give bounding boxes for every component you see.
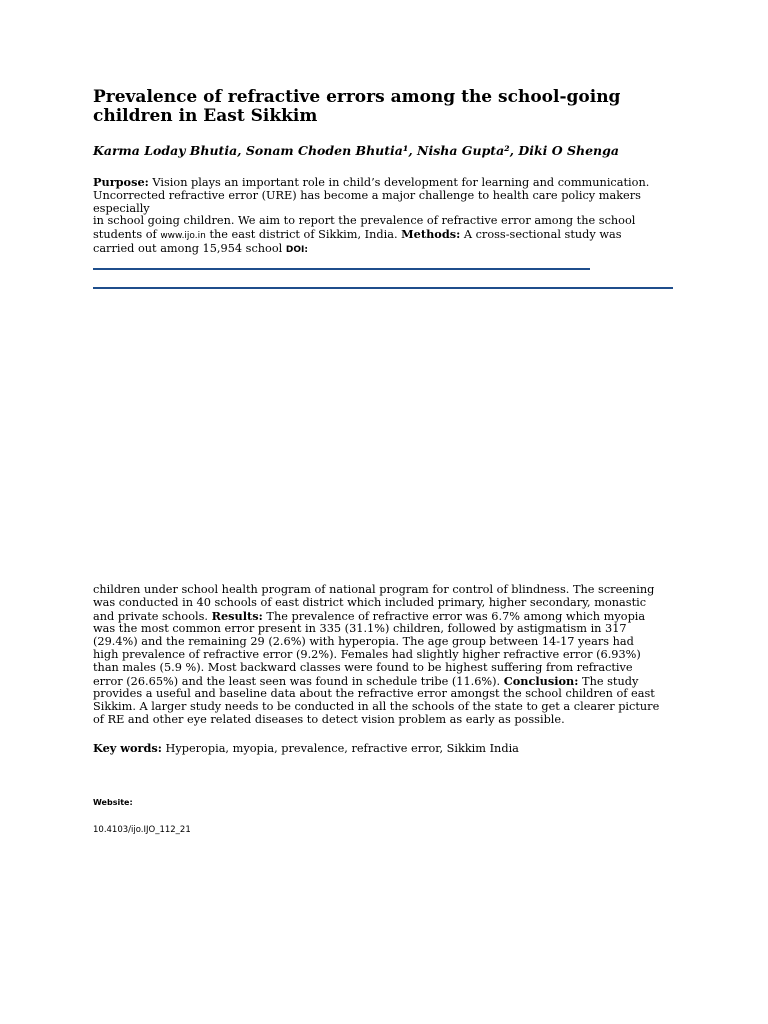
abstract-line: in school going children. We aim to report the prevalence of refractive error among the school xyxy=(93,214,636,228)
doi-value[interactable]: 10.4103/ijo.IJO_112_21 xyxy=(93,825,191,835)
abstract-line: than males (5.9 %). Most backward classes were found to be highest suffering from refractive xyxy=(93,660,633,674)
abstract-line: children under school health program of national program for control of blindness. The screening xyxy=(93,583,655,596)
abstract-text: error (26.65%) and the least seen was found in schedule tribe (11.6%). xyxy=(93,674,504,688)
abstract-line: high prevalence of refractive error (9.2%). Females had slightly higher refractive error (6.93%) xyxy=(93,647,641,661)
abstract-line xyxy=(93,610,678,624)
website-url[interactable]: www.ijo.in xyxy=(160,231,206,242)
abstract-line: especially xyxy=(93,201,150,215)
divider-rule-short xyxy=(93,268,590,270)
abstract-line: was conducted in 40 schools of east district which included primary, higher secondary, monastic xyxy=(93,595,647,609)
abstract-text: students of xyxy=(93,228,161,242)
results-label: Results: xyxy=(211,608,263,623)
abstract-text: Vision plays an important role in child’s development for learning and communication. xyxy=(148,176,650,189)
conclusion-label: Conclusion: xyxy=(503,673,579,688)
purpose-label: Purpose: xyxy=(93,175,149,189)
abstract-text: The study xyxy=(578,674,639,688)
abstract-text: The prevalence of refractive error was 6.7% among which myopia xyxy=(262,609,646,623)
abstract-line: was the most common error present in 335 (31.1%) children, followed by astigmatism in 317 xyxy=(93,622,627,636)
abstract-text: the east district of Sikkim, India. xyxy=(205,228,402,242)
website-label: Website: xyxy=(93,798,133,807)
abstract-line: (29.4%) and the remaining 29 (2.6%) with hyperopia. The age group between 14-17 years had xyxy=(93,635,634,649)
abstract-text: and private schools. xyxy=(93,609,212,623)
keywords-label: Key words: xyxy=(93,741,162,755)
abstract-line: Sikkim. A larger study needs to be conducted in all the schools of the state to get a clearer picture xyxy=(93,700,660,714)
abstract-bottom xyxy=(93,584,678,727)
doi-label-inline: DOI: xyxy=(285,244,308,255)
abstract-top xyxy=(93,176,678,257)
abstract-line xyxy=(93,176,678,190)
keywords-text: Hyperopia, myopia, prevalence, refractive error, Sikkim India xyxy=(161,742,519,755)
methods-label: Methods: xyxy=(401,227,461,242)
abstract-line: of RE and other eye related diseases to detect vision problem as early as possible. xyxy=(93,712,565,726)
abstract-line: provides a useful and baseline data about the refractive error amongst the school children of east xyxy=(93,687,655,701)
abstract-line xyxy=(93,228,678,243)
abstract-line xyxy=(93,243,678,257)
abstract-text: carried out among 15,954 school xyxy=(93,241,286,255)
abstract-text: A cross-sectional study was xyxy=(460,228,622,242)
abstract-line: Uncorrected refractive error (URE) has become a major challenge to health care policy makers xyxy=(93,188,641,202)
article-title: Prevalence of refractive errors among the school-going children in East Sikkim xyxy=(93,87,621,126)
divider-rule-long xyxy=(93,287,673,289)
author-list: Karma Loday Bhutia, Sonam Choden Bhutia¹, Nisha Gupta², Diki O Shenga xyxy=(93,143,619,158)
abstract-line xyxy=(93,675,678,689)
keywords xyxy=(93,741,678,756)
